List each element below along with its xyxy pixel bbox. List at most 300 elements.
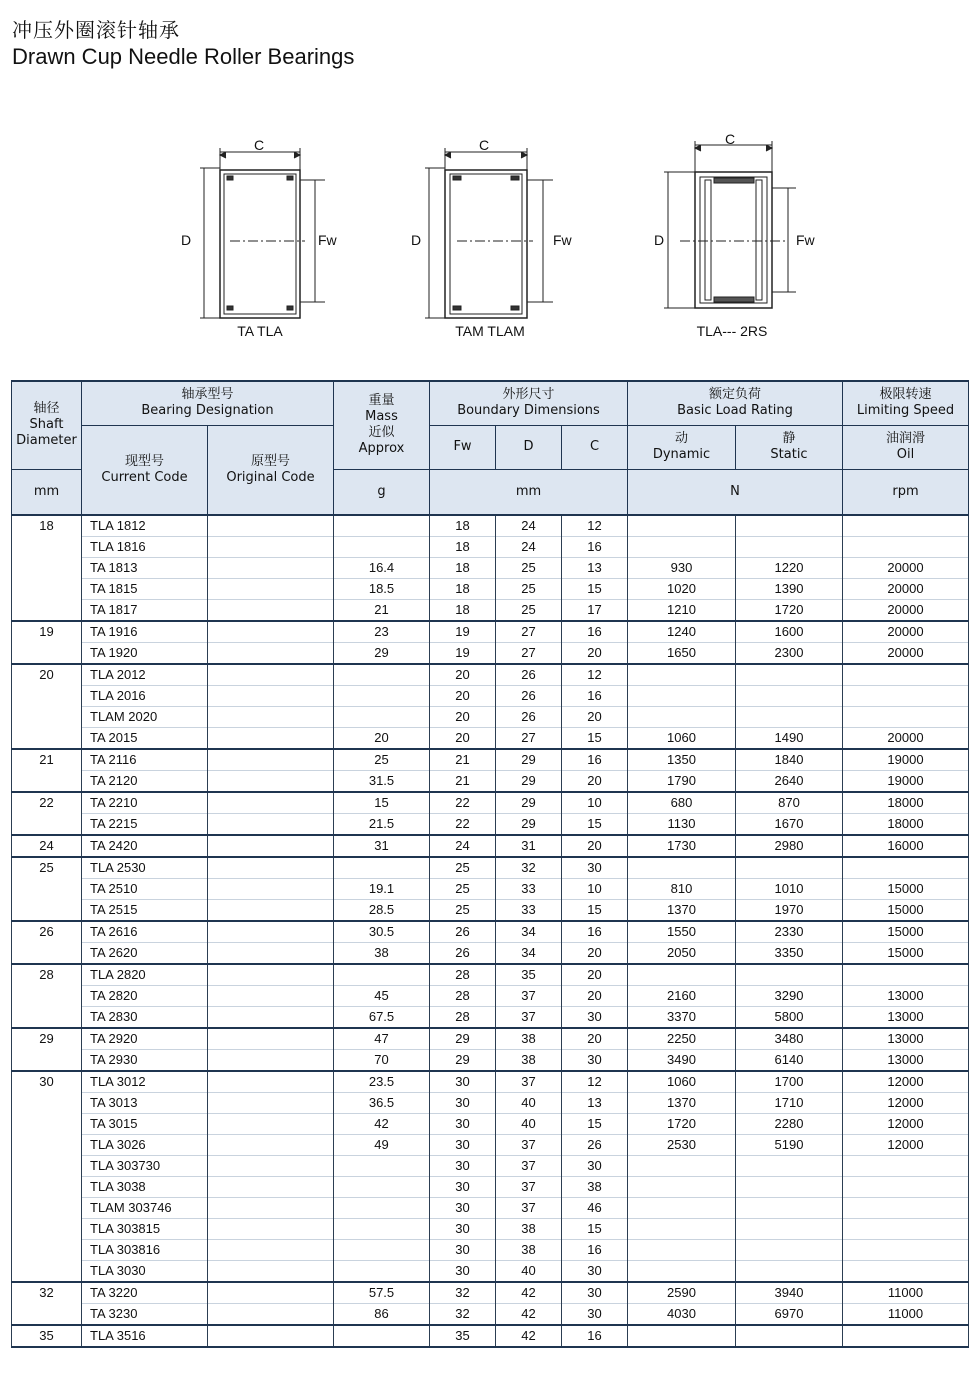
dynamic-load-cell: 4030 bbox=[628, 1303, 736, 1325]
static-load-cell: 5190 bbox=[736, 1134, 843, 1155]
original-code-cell bbox=[208, 642, 334, 664]
c-cell: 30 bbox=[562, 1006, 628, 1028]
static-load-cell: 1600 bbox=[736, 621, 843, 643]
c-cell: 16 bbox=[562, 1325, 628, 1347]
header-dynamic: 动 Dynamic bbox=[628, 425, 736, 469]
original-code-cell bbox=[208, 1049, 334, 1071]
header-speed: 极限转速 Limiting Speed bbox=[843, 381, 969, 425]
fw-cell: 30 bbox=[430, 1197, 496, 1218]
fw-cell: 29 bbox=[430, 1028, 496, 1050]
mass-cell bbox=[334, 1155, 430, 1176]
c-cell: 20 bbox=[562, 1028, 628, 1050]
table-row bbox=[12, 1239, 969, 1260]
d-cell: 29 bbox=[496, 770, 562, 792]
static-load-cell: 2300 bbox=[736, 642, 843, 664]
table-row bbox=[12, 621, 969, 643]
original-code-cell bbox=[208, 515, 334, 537]
fw-cell: 18 bbox=[430, 599, 496, 621]
speed-cell: 12000 bbox=[843, 1071, 969, 1093]
mass-cell: 28.5 bbox=[334, 899, 430, 921]
shaft-diameter-cell: 21 bbox=[12, 749, 82, 792]
static-load-cell: 3940 bbox=[736, 1282, 843, 1304]
c-cell: 15 bbox=[562, 1218, 628, 1239]
diagram-label: TLA--- 2RS bbox=[696, 323, 768, 339]
fw-cell: 30 bbox=[430, 1176, 496, 1197]
fw-cell: 18 bbox=[430, 578, 496, 599]
header-original-code: 原型号 Original Code bbox=[208, 425, 334, 515]
speed-cell: 15000 bbox=[843, 942, 969, 964]
d-cell: 38 bbox=[496, 1028, 562, 1050]
d-cell: 37 bbox=[496, 1197, 562, 1218]
c-cell: 16 bbox=[562, 1239, 628, 1260]
static-load-cell: 3350 bbox=[736, 942, 843, 964]
table-row bbox=[12, 599, 969, 621]
dim-fw-label: Fw bbox=[796, 232, 815, 248]
dynamic-load-cell bbox=[628, 1197, 736, 1218]
header-load: 额定负荷 Basic Load Rating bbox=[628, 381, 843, 425]
current-code-cell: TA 1916 bbox=[82, 621, 208, 643]
dynamic-load-cell: 1370 bbox=[628, 1092, 736, 1113]
original-code-cell bbox=[208, 1239, 334, 1260]
mass-cell: 23.5 bbox=[334, 1071, 430, 1093]
d-cell: 37 bbox=[496, 1006, 562, 1028]
static-load-cell bbox=[736, 706, 843, 727]
fw-cell: 20 bbox=[430, 685, 496, 706]
table-row bbox=[12, 813, 969, 835]
fw-cell: 32 bbox=[430, 1303, 496, 1325]
speed-cell bbox=[843, 1197, 969, 1218]
d-cell: 37 bbox=[496, 1176, 562, 1197]
mass-cell: 42 bbox=[334, 1113, 430, 1134]
unit-rpm: rpm bbox=[843, 469, 969, 515]
fw-cell: 30 bbox=[430, 1134, 496, 1155]
static-load-cell bbox=[736, 1260, 843, 1282]
current-code-cell: TA 2830 bbox=[82, 1006, 208, 1028]
mass-cell: 49 bbox=[334, 1134, 430, 1155]
d-cell: 24 bbox=[496, 536, 562, 557]
original-code-cell bbox=[208, 706, 334, 727]
current-code-cell: TA 2420 bbox=[82, 835, 208, 857]
original-code-cell bbox=[208, 985, 334, 1006]
c-cell: 16 bbox=[562, 921, 628, 943]
static-load-cell: 2280 bbox=[736, 1113, 843, 1134]
dynamic-load-cell bbox=[628, 1155, 736, 1176]
c-cell: 12 bbox=[562, 1071, 628, 1093]
static-load-cell bbox=[736, 1239, 843, 1260]
d-cell: 35 bbox=[496, 964, 562, 986]
d-cell: 32 bbox=[496, 857, 562, 879]
fw-cell: 29 bbox=[430, 1049, 496, 1071]
dynamic-load-cell: 2530 bbox=[628, 1134, 736, 1155]
header-shaft: 轴径 Shaft Diameter bbox=[12, 381, 82, 469]
table-row bbox=[12, 685, 969, 706]
static-load-cell: 6140 bbox=[736, 1049, 843, 1071]
table-row bbox=[12, 642, 969, 664]
current-code-cell: TA 3230 bbox=[82, 1303, 208, 1325]
dynamic-load-cell: 2250 bbox=[628, 1028, 736, 1050]
current-code-cell: TA 1817 bbox=[82, 599, 208, 621]
table-row bbox=[12, 1006, 969, 1028]
fw-cell: 25 bbox=[430, 878, 496, 899]
speed-cell bbox=[843, 1325, 969, 1347]
current-code-cell: TA 3220 bbox=[82, 1282, 208, 1304]
dynamic-load-cell: 2050 bbox=[628, 942, 736, 964]
static-load-cell bbox=[736, 964, 843, 986]
dim-d-label: D bbox=[411, 232, 422, 248]
dynamic-load-cell bbox=[628, 1325, 736, 1347]
table-row bbox=[12, 1049, 969, 1071]
dynamic-load-cell bbox=[628, 536, 736, 557]
mass-cell: 15 bbox=[334, 792, 430, 814]
speed-cell bbox=[843, 1155, 969, 1176]
table-row bbox=[12, 792, 969, 814]
mass-cell bbox=[334, 964, 430, 986]
static-load-cell: 1840 bbox=[736, 749, 843, 771]
dynamic-load-cell bbox=[628, 1239, 736, 1260]
current-code-cell: TA 2116 bbox=[82, 749, 208, 771]
dynamic-load-cell: 3370 bbox=[628, 1006, 736, 1028]
speed-cell: 11000 bbox=[843, 1303, 969, 1325]
fw-cell: 28 bbox=[430, 964, 496, 986]
dynamic-load-cell: 1130 bbox=[628, 813, 736, 835]
current-code-cell: TA 2215 bbox=[82, 813, 208, 835]
diagram-label: TA TLA bbox=[237, 323, 283, 339]
dynamic-load-cell bbox=[628, 1218, 736, 1239]
current-code-cell: TLA 3516 bbox=[82, 1325, 208, 1347]
fw-cell: 21 bbox=[430, 770, 496, 792]
mass-cell: 29 bbox=[334, 642, 430, 664]
original-code-cell bbox=[208, 813, 334, 835]
table-row bbox=[12, 1218, 969, 1239]
header-static: 静 Static bbox=[736, 425, 843, 469]
c-cell: 26 bbox=[562, 1134, 628, 1155]
fw-cell: 35 bbox=[430, 1325, 496, 1347]
diagram-ta-tla bbox=[175, 130, 345, 320]
static-load-cell: 3290 bbox=[736, 985, 843, 1006]
current-code-cell: TLA 2012 bbox=[82, 664, 208, 686]
header-dimensions: 外形尺寸 Boundary Dimensions bbox=[430, 381, 628, 425]
original-code-cell bbox=[208, 664, 334, 686]
c-cell: 13 bbox=[562, 557, 628, 578]
original-code-cell bbox=[208, 1155, 334, 1176]
original-code-cell bbox=[208, 536, 334, 557]
fw-cell: 30 bbox=[430, 1155, 496, 1176]
speed-cell: 12000 bbox=[843, 1134, 969, 1155]
speed-cell bbox=[843, 536, 969, 557]
table-row bbox=[12, 1325, 969, 1347]
original-code-cell bbox=[208, 727, 334, 749]
d-cell: 27 bbox=[496, 621, 562, 643]
d-cell: 37 bbox=[496, 1134, 562, 1155]
dim-c-label: C bbox=[479, 137, 490, 153]
current-code-cell: TA 2015 bbox=[82, 727, 208, 749]
c-cell: 16 bbox=[562, 536, 628, 557]
speed-cell: 20000 bbox=[843, 727, 969, 749]
c-cell: 20 bbox=[562, 985, 628, 1006]
speed-cell: 18000 bbox=[843, 813, 969, 835]
d-cell: 38 bbox=[496, 1218, 562, 1239]
shaft-diameter-cell: 24 bbox=[12, 835, 82, 857]
current-code-cell: TLA 3012 bbox=[82, 1071, 208, 1093]
original-code-cell bbox=[208, 621, 334, 643]
mass-cell: 31 bbox=[334, 835, 430, 857]
header-mass: 重量 Mass 近似 Approx bbox=[334, 381, 430, 469]
speed-cell: 20000 bbox=[843, 578, 969, 599]
table-row bbox=[12, 964, 969, 986]
speed-cell: 19000 bbox=[843, 749, 969, 771]
dim-fw-label: Fw bbox=[553, 232, 572, 248]
table-row bbox=[12, 749, 969, 771]
d-cell: 27 bbox=[496, 727, 562, 749]
mass-cell bbox=[334, 1197, 430, 1218]
table-row bbox=[12, 1092, 969, 1113]
dim-c-label: C bbox=[725, 131, 736, 147]
d-cell: 37 bbox=[496, 1155, 562, 1176]
speed-cell bbox=[843, 1239, 969, 1260]
speed-cell bbox=[843, 706, 969, 727]
mass-cell: 31.5 bbox=[334, 770, 430, 792]
shaft-diameter-cell: 30 bbox=[12, 1071, 82, 1282]
d-cell: 25 bbox=[496, 599, 562, 621]
table-row bbox=[12, 1176, 969, 1197]
dynamic-load-cell: 1550 bbox=[628, 921, 736, 943]
static-load-cell: 1220 bbox=[736, 557, 843, 578]
mass-cell bbox=[334, 857, 430, 879]
speed-cell bbox=[843, 1260, 969, 1282]
fw-cell: 22 bbox=[430, 792, 496, 814]
current-code-cell: TLAM 303746 bbox=[82, 1197, 208, 1218]
dynamic-load-cell bbox=[628, 515, 736, 537]
c-cell: 30 bbox=[562, 1260, 628, 1282]
speed-cell: 16000 bbox=[843, 835, 969, 857]
current-code-cell: TLA 2820 bbox=[82, 964, 208, 986]
header-fw: Fw bbox=[430, 425, 496, 469]
dynamic-load-cell: 1060 bbox=[628, 1071, 736, 1093]
mass-cell: 67.5 bbox=[334, 1006, 430, 1028]
fw-cell: 18 bbox=[430, 536, 496, 557]
shaft-diameter-cell: 35 bbox=[12, 1325, 82, 1347]
current-code-cell: TA 2920 bbox=[82, 1028, 208, 1050]
speed-cell bbox=[843, 664, 969, 686]
speed-cell: 13000 bbox=[843, 1049, 969, 1071]
fw-cell: 19 bbox=[430, 642, 496, 664]
unit-shaft-mm: mm bbox=[12, 469, 82, 515]
table-row bbox=[12, 557, 969, 578]
fw-cell: 20 bbox=[430, 664, 496, 686]
fw-cell: 18 bbox=[430, 557, 496, 578]
speed-cell: 15000 bbox=[843, 878, 969, 899]
current-code-cell: TLA 3030 bbox=[82, 1260, 208, 1282]
current-code-cell: TA 1813 bbox=[82, 557, 208, 578]
d-cell: 42 bbox=[496, 1282, 562, 1304]
speed-cell bbox=[843, 1176, 969, 1197]
table-row bbox=[12, 1155, 969, 1176]
mass-cell: 25 bbox=[334, 749, 430, 771]
shaft-diameter-cell: 28 bbox=[12, 964, 82, 1028]
d-cell: 34 bbox=[496, 942, 562, 964]
c-cell: 20 bbox=[562, 964, 628, 986]
current-code-cell: TLA 303730 bbox=[82, 1155, 208, 1176]
dynamic-load-cell bbox=[628, 1176, 736, 1197]
speed-cell: 20000 bbox=[843, 621, 969, 643]
table-row bbox=[12, 985, 969, 1006]
mass-cell: 23 bbox=[334, 621, 430, 643]
static-load-cell: 1970 bbox=[736, 899, 843, 921]
fw-cell: 20 bbox=[430, 706, 496, 727]
mass-cell bbox=[334, 536, 430, 557]
mass-cell bbox=[334, 685, 430, 706]
fw-cell: 30 bbox=[430, 1260, 496, 1282]
table-row bbox=[12, 515, 969, 537]
fw-cell: 32 bbox=[430, 1282, 496, 1304]
speed-cell: 18000 bbox=[843, 792, 969, 814]
static-load-cell: 6970 bbox=[736, 1303, 843, 1325]
speed-cell: 13000 bbox=[843, 1028, 969, 1050]
dim-fw-label: Fw bbox=[318, 232, 337, 248]
unit-mass-g: g bbox=[334, 469, 430, 515]
speed-cell: 13000 bbox=[843, 1006, 969, 1028]
c-cell: 30 bbox=[562, 1282, 628, 1304]
fw-cell: 26 bbox=[430, 942, 496, 964]
original-code-cell bbox=[208, 1113, 334, 1134]
shaft-diameter-cell: 26 bbox=[12, 921, 82, 964]
c-cell: 20 bbox=[562, 642, 628, 664]
c-cell: 13 bbox=[562, 1092, 628, 1113]
d-cell: 26 bbox=[496, 706, 562, 727]
static-load-cell bbox=[736, 536, 843, 557]
diagram-label: TAM TLAM bbox=[455, 323, 525, 339]
speed-cell: 20000 bbox=[843, 642, 969, 664]
d-cell: 38 bbox=[496, 1049, 562, 1071]
mass-cell: 21 bbox=[334, 599, 430, 621]
static-load-cell bbox=[736, 857, 843, 879]
mass-cell: 57.5 bbox=[334, 1282, 430, 1304]
c-cell: 16 bbox=[562, 749, 628, 771]
fw-cell: 22 bbox=[430, 813, 496, 835]
dynamic-load-cell: 1720 bbox=[628, 1113, 736, 1134]
static-load-cell bbox=[736, 664, 843, 686]
header-oil: 油润滑 Oil bbox=[843, 425, 969, 469]
speed-cell: 13000 bbox=[843, 985, 969, 1006]
fw-cell: 25 bbox=[430, 899, 496, 921]
diagram-tla-2rs bbox=[650, 130, 820, 320]
d-cell: 25 bbox=[496, 578, 562, 599]
current-code-cell: TA 1920 bbox=[82, 642, 208, 664]
table-row bbox=[12, 1260, 969, 1282]
c-cell: 30 bbox=[562, 857, 628, 879]
dynamic-load-cell: 1210 bbox=[628, 599, 736, 621]
mass-cell: 70 bbox=[334, 1049, 430, 1071]
static-load-cell: 5800 bbox=[736, 1006, 843, 1028]
dim-d-label: D bbox=[654, 232, 665, 248]
dynamic-load-cell bbox=[628, 964, 736, 986]
dynamic-load-cell: 1020 bbox=[628, 578, 736, 599]
fw-cell: 28 bbox=[430, 985, 496, 1006]
dynamic-load-cell: 3490 bbox=[628, 1049, 736, 1071]
table-row bbox=[12, 706, 969, 727]
fw-cell: 20 bbox=[430, 727, 496, 749]
speed-cell bbox=[843, 857, 969, 879]
current-code-cell: TLA 1816 bbox=[82, 536, 208, 557]
d-cell: 33 bbox=[496, 878, 562, 899]
table-row bbox=[12, 1197, 969, 1218]
c-cell: 10 bbox=[562, 792, 628, 814]
original-code-cell bbox=[208, 1134, 334, 1155]
static-load-cell: 1010 bbox=[736, 878, 843, 899]
mass-cell bbox=[334, 515, 430, 537]
original-code-cell bbox=[208, 878, 334, 899]
static-load-cell bbox=[736, 1176, 843, 1197]
current-code-cell: TA 2616 bbox=[82, 921, 208, 943]
fw-cell: 30 bbox=[430, 1239, 496, 1260]
static-load-cell: 1720 bbox=[736, 599, 843, 621]
original-code-cell bbox=[208, 1176, 334, 1197]
shaft-diameter-cell: 32 bbox=[12, 1282, 82, 1325]
original-code-cell bbox=[208, 749, 334, 771]
table-row bbox=[12, 578, 969, 599]
static-load-cell: 1670 bbox=[736, 813, 843, 835]
mass-cell: 38 bbox=[334, 942, 430, 964]
c-cell: 15 bbox=[562, 899, 628, 921]
table-row bbox=[12, 857, 969, 879]
original-code-cell bbox=[208, 1028, 334, 1050]
c-cell: 15 bbox=[562, 1113, 628, 1134]
table-row bbox=[12, 1113, 969, 1134]
original-code-cell bbox=[208, 557, 334, 578]
shaft-diameter-cell: 20 bbox=[12, 664, 82, 749]
dim-c-label: C bbox=[254, 137, 265, 153]
bearing-spec-table bbox=[11, 380, 969, 1348]
d-cell: 42 bbox=[496, 1325, 562, 1347]
c-cell: 15 bbox=[562, 578, 628, 599]
shaft-diameter-cell: 18 bbox=[12, 515, 82, 621]
static-load-cell bbox=[736, 1325, 843, 1347]
c-cell: 20 bbox=[562, 706, 628, 727]
shaft-diameter-cell: 22 bbox=[12, 792, 82, 835]
dynamic-load-cell: 1240 bbox=[628, 621, 736, 643]
static-load-cell: 2640 bbox=[736, 770, 843, 792]
table-row bbox=[12, 899, 969, 921]
current-code-cell: TLA 2016 bbox=[82, 685, 208, 706]
current-code-cell: TA 2930 bbox=[82, 1049, 208, 1071]
fw-cell: 18 bbox=[430, 515, 496, 537]
dynamic-load-cell: 1790 bbox=[628, 770, 736, 792]
original-code-cell bbox=[208, 599, 334, 621]
static-load-cell: 2330 bbox=[736, 921, 843, 943]
header-designation: 轴承型号 Bearing Designation bbox=[82, 381, 334, 425]
bearing-drawing-icon bbox=[650, 130, 820, 320]
speed-cell bbox=[843, 515, 969, 537]
original-code-cell bbox=[208, 1303, 334, 1325]
c-cell: 17 bbox=[562, 599, 628, 621]
static-load-cell bbox=[736, 1155, 843, 1176]
table-row bbox=[12, 664, 969, 686]
mass-cell bbox=[334, 706, 430, 727]
original-code-cell bbox=[208, 857, 334, 879]
current-code-cell: TA 2820 bbox=[82, 985, 208, 1006]
dynamic-load-cell bbox=[628, 857, 736, 879]
speed-cell: 19000 bbox=[843, 770, 969, 792]
speed-cell bbox=[843, 964, 969, 986]
original-code-cell bbox=[208, 964, 334, 986]
current-code-cell: TA 3013 bbox=[82, 1092, 208, 1113]
c-cell: 12 bbox=[562, 664, 628, 686]
d-cell: 26 bbox=[496, 664, 562, 686]
current-code-cell: TLA 1812 bbox=[82, 515, 208, 537]
current-code-cell: TA 1815 bbox=[82, 578, 208, 599]
c-cell: 16 bbox=[562, 685, 628, 706]
original-code-cell bbox=[208, 1218, 334, 1239]
